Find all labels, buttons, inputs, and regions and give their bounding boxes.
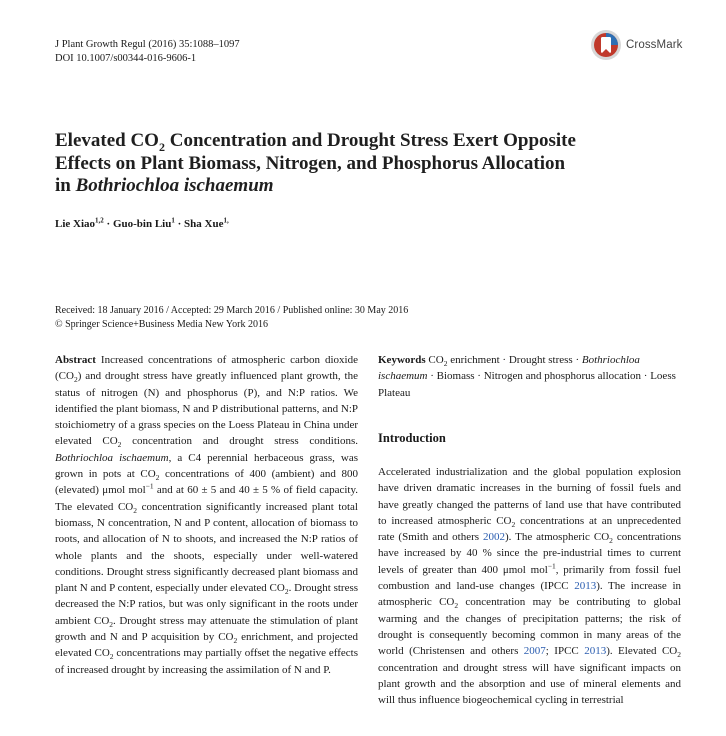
crossmark-icon [590, 29, 622, 61]
abstract: Abstract Increased concentrations of atmospheric carbon dioxide $(CO_2)$ and drought stress have greatly influenced plant growth, the status of nitrogen (N) and phosphorus (P), and N:P ratios. We identified the plant biomass, N and P distributional patterns, and N:P stoichiometry of a grass species on the Loess Plateau in China under elevated $CO_2$ concentration and drought stress conditions. Bothriochloa ischaemum, a C4 perennial herbaceous grass, was grown in pots at $CO_2$ concentrations of 400 (ambient) and 800 (elevated) μmol mol$^{-1}$ and at 60 ± 5 and 40 ± 5 % of field capacity. The elevated $CO_2$ concentration significantly increased plant total biomass, N concentration, N and P content, allocation of biomass to roots, and allocation of N to shoots, and increased the N:P ratios of whole plants and the shoots, especially under well-watered conditions. Drought stress significantly decreased plant biomass and plant N and P content, especially under elevated $CO_2$. Drought stress decreased the N:P ratios, but was only significant in the roots under ambient $CO_2$. Drought stress may attenuate the stimulation of plant growth and N and P acquisition by $CO_2$ enrichment, and projected elevated $CO_2$ concentrations may partially offset the negative effects of increased drought by increasing the assimilation of N and P. [55, 354, 359, 676]
citation-link[interactable]: 2002 [482, 531, 505, 544]
author-list: Lie Xiao$^{1,2}$ · Guo-bin Liu$^1$ · Sha Xue$^{1,}$ [55, 216, 229, 230]
citation-link[interactable]: 2013 [584, 645, 607, 658]
journal-header [55, 38, 240, 66]
section-heading-introduction: Introduction [378, 431, 446, 445]
copyright-line: © Springer Science+Business Media New York 2016 [55, 319, 268, 330]
author-name[interactable]: Lie Xiao [55, 218, 96, 230]
article-title: Elevated $CO_2$ Concentration and Drought Stress Exert Opposite Effects on Plant Biomass, Nitrogen, and Phosphorus Allocation in Bothriochloa ischaemum [55, 130, 576, 196]
citation-link[interactable]: 2013 [574, 580, 597, 593]
journal-citation: J Plant Growth Regul (2016) 35:1088–1097 [55, 39, 240, 50]
abstract-label: Abstract [55, 354, 96, 366]
keywords: Keywords $CO_2$ enrichment · Drought stress · Bothriochloa ischaemum · Biomass · Nitrogen and phosphorus allocation · Loess Plateau [378, 354, 676, 399]
author-name[interactable]: Sha Xue [184, 218, 224, 230]
crossmark-label: CrossMark [626, 39, 683, 51]
author-name[interactable]: Guo-bin Liu [112, 218, 172, 230]
crossmark-badge[interactable] [590, 28, 710, 62]
publication-dates [55, 304, 408, 332]
citation-link[interactable]: 2007 [523, 645, 546, 658]
received-dates: Received: 18 January 2016 / Accepted: 29 March 2016 / Published online: 30 May 2016 [55, 305, 409, 316]
keywords-label: Keywords [378, 354, 426, 366]
introduction-body: Accelerated industrialization and the global population explosion have driven dramatic increases in the burning of fossil fuels and have greatly changed the patterns of land use that have contributed to increased atmospheric $CO_2$ concentrations at an unprecedented rate (Smith and others 2002). The atmospheric $CO_2$ concentrations have increased by 40 % since the pre-industrial times to current levels of greater than 400 μmol mol$^{-1}$, primarily from fossil fuel combustion and land-use changes (IPCC 2013). The increase in atmospheric $CO_2$ concentration may be contributing to global warming and the changes of precipitation patterns; the risk of drought is consequently becoming common in many areas of the world (Christensen and others 2007; IPCC 2013). Elevated $CO_2$ concentration and drought stress will have significant impacts on plant growth and the absorption and use of mineral elements and will thus influence biogeochemical cycling in terrestrial [378, 466, 682, 707]
journal-doi[interactable]: DOI 10.1007/s00344-016-9606-1 [55, 53, 197, 64]
